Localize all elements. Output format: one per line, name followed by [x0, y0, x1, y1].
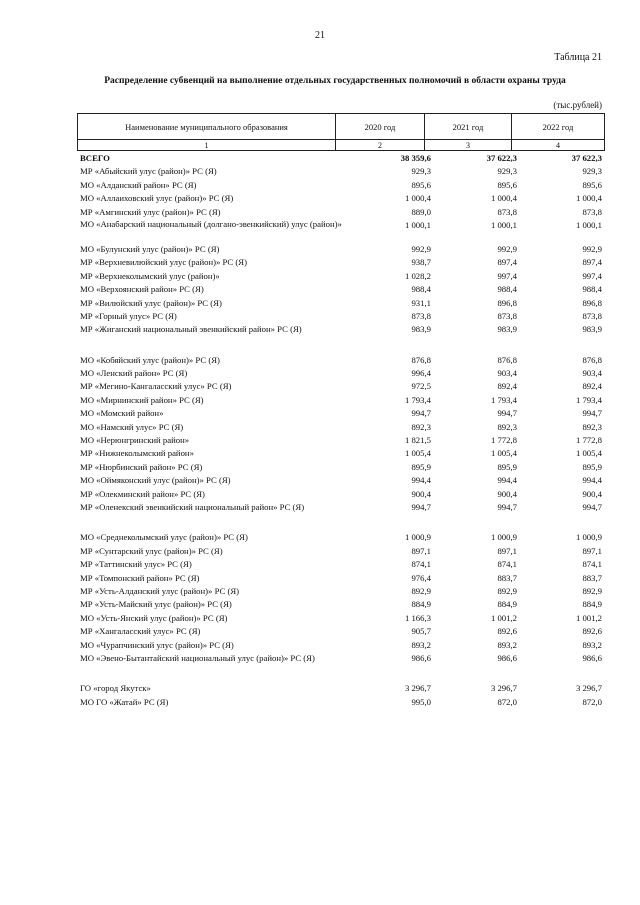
- municipality-name: МО «Нерюнгринский район»: [80, 435, 190, 446]
- value-2022: 1 001,2: [575, 612, 602, 623]
- value-2020: 884,9: [411, 599, 431, 610]
- value-2022: 874,1: [582, 559, 602, 570]
- municipality-name: МО «Алданский район» РС (Я): [80, 179, 197, 190]
- value-2021: 994,4: [497, 475, 517, 486]
- value-2021: 897,1: [497, 545, 517, 556]
- value-2020: 972,5: [411, 381, 431, 392]
- municipality-name: МР «Амгинский улус (район)» РС (Я): [80, 206, 221, 217]
- table-row: [77, 297, 604, 310]
- value-2020: 929,3: [411, 166, 431, 177]
- value-2021: 892,4: [497, 381, 517, 392]
- table-body: [77, 152, 604, 709]
- value-2022: 1 000,9: [575, 532, 602, 543]
- table-row: [77, 585, 604, 598]
- value-2020: 892,3: [411, 421, 431, 432]
- value-2020: 1 000,9: [404, 532, 431, 543]
- municipality-name: МР «Усть-Майский улус (район)» РС (Я): [80, 599, 232, 610]
- table-row: [77, 652, 604, 665]
- value-2020: 1 005,4: [404, 448, 431, 459]
- table-row: [77, 447, 604, 460]
- municipality-name: МО «Мирнинский район» РС (Я): [80, 394, 204, 405]
- value-2021: 1 001,2: [490, 612, 517, 623]
- group-spacer: [77, 337, 604, 354]
- municipality-name: МР «Верхневилюйский улус (район)» РС (Я): [80, 257, 247, 268]
- table-row: [77, 165, 604, 178]
- table-row: [77, 474, 604, 487]
- value-2021: 994,7: [497, 501, 517, 512]
- value-2022: 992,9: [582, 243, 602, 254]
- value-2021: 994,7: [497, 408, 517, 419]
- value-2022: 892,3: [582, 421, 602, 432]
- municipality-name: МО «Булунский улус (район)» РС (Я): [80, 243, 220, 254]
- value-2021: 896,8: [497, 297, 517, 308]
- value-2021: 876,8: [497, 354, 517, 365]
- units-label: (тыс.рублей): [553, 100, 602, 110]
- value-2020: 1 166,3: [404, 612, 431, 623]
- table-row: [77, 501, 604, 514]
- municipality-name: МО «Намский улус» РС (Я): [80, 421, 184, 432]
- page-number: 21: [315, 30, 325, 41]
- value-2020: 931,1: [411, 297, 431, 308]
- municipality-name: МР «Таттинский улус» РС (Я): [80, 559, 192, 570]
- municipality-name: МР «Усть-Алданский улус (район)» РС (Я): [80, 585, 240, 596]
- column-header-name: Наименование муниципального образования: [78, 114, 336, 140]
- document-title: Распределение субвенций на выполнение отдельных государственных полномочий в области охраны труда: [104, 76, 566, 86]
- municipality-name: МО «Оймяконский улус (район)» РС (Я): [80, 475, 231, 486]
- municipality-name: МР «Жиганский национальный эвенкийский район» РС (Я): [80, 324, 302, 335]
- value-2020: 992,9: [411, 243, 431, 254]
- value-2021: 997,4: [497, 270, 517, 281]
- column-header-2021: 2021 год: [425, 114, 512, 140]
- value-2020: 900,4: [411, 488, 431, 499]
- value-2020: 3 296,7: [404, 683, 431, 694]
- value-2020: 988,4: [411, 284, 431, 295]
- value-2022: 892,6: [582, 626, 602, 637]
- column-header-2020: 2020 год: [336, 114, 425, 140]
- value-2020: 895,9: [411, 461, 431, 472]
- table-row: [77, 256, 604, 269]
- value-2020: 938,7: [411, 257, 431, 268]
- municipality-name: МР «Верхнеколымский улус (район)»: [80, 270, 220, 281]
- group-spacer: [77, 514, 604, 531]
- value-2021: 903,4: [497, 368, 517, 379]
- value-2021: 1 793,4: [490, 394, 517, 405]
- municipality-name: МО «Эвено-Бытантайский национальный улус (район)» РС (Я): [80, 652, 315, 663]
- value-2022: 895,9: [582, 461, 602, 472]
- value-2021: 884,9: [497, 599, 517, 610]
- value-2022: 895,6: [582, 179, 602, 190]
- municipality-name: МО «Усть-Янский улус (район)» РС (Я): [80, 612, 228, 623]
- table-row: [77, 461, 604, 474]
- municipality-name: МО «Кобяйский улус (район)» РС (Я): [80, 354, 220, 365]
- value-2021: 873,8: [497, 310, 517, 321]
- municipality-name: МР «Мегино-Кангаласский улус» РС (Я): [80, 381, 232, 392]
- value-2020: 905,7: [411, 626, 431, 637]
- value-2020: 897,1: [411, 545, 431, 556]
- value-2020: 1 000,1: [404, 219, 431, 230]
- municipality-name: МО «Момский район»: [80, 408, 164, 419]
- municipality-name: МО «Анабарский национальный (долгано-эвенкийский) улус (район)»: [80, 218, 342, 229]
- value-2022: 988,4: [582, 284, 602, 295]
- value-2021: 1 005,4: [490, 448, 517, 459]
- value-2021: 1 772,8: [490, 435, 517, 446]
- table-row: [77, 639, 604, 652]
- municipality-name: МО «Среднеколымский улус (район)» РС (Я): [80, 532, 248, 543]
- column-number-2: 2: [336, 140, 425, 151]
- value-2022: 986,6: [582, 652, 602, 663]
- municipality-name: МР «Нюрбинский район» РС (Я): [80, 461, 203, 472]
- table-row: [77, 380, 604, 393]
- value-2020: 983,9: [411, 324, 431, 335]
- value-2021: 874,1: [497, 559, 517, 570]
- table-row: [77, 367, 604, 380]
- column-number-1: 1: [78, 140, 336, 151]
- municipality-name: МО «Верхоянский район» РС (Я): [80, 284, 204, 295]
- value-2022: 873,8: [582, 206, 602, 217]
- table-row: [77, 192, 604, 205]
- value-2020: 38 359,6: [400, 153, 431, 163]
- value-2020: 876,8: [411, 354, 431, 365]
- value-2020: 994,4: [411, 475, 431, 486]
- value-2020: 976,4: [411, 572, 431, 583]
- value-2022: 3 296,7: [575, 683, 602, 694]
- value-2022: 1 772,8: [575, 435, 602, 446]
- value-2022: 929,3: [582, 166, 602, 177]
- value-2022: 876,8: [582, 354, 602, 365]
- value-2022: 872,0: [582, 696, 602, 707]
- value-2020: 1 793,4: [404, 394, 431, 405]
- table-row: [77, 354, 604, 367]
- municipality-name: МР «Горный улус» РС (Я): [80, 310, 177, 321]
- table-row: [77, 531, 604, 544]
- value-2022: 897,4: [582, 257, 602, 268]
- municipality-name: МР «Олекминский район» РС (Я): [80, 488, 205, 499]
- municipality-name: ГО «город Якутск»: [80, 683, 151, 694]
- municipality-name: МР «Нижнеколымский район»: [80, 448, 194, 459]
- value-2021: 986,6: [497, 652, 517, 663]
- municipality-name: МО «Аллаиховский улус (район)» РС (Я): [80, 193, 234, 204]
- municipality-name: МР «Абыйский улус (район)» РС (Я): [80, 166, 217, 177]
- table-row: [77, 219, 604, 243]
- table-row: [77, 206, 604, 219]
- municipality-name: МО ГО «Жатай» РС (Я): [80, 696, 169, 707]
- value-2021: 988,4: [497, 284, 517, 295]
- value-2022: 994,7: [582, 501, 602, 512]
- table-row: [77, 488, 604, 501]
- total-row: [77, 152, 604, 165]
- value-2020: 895,6: [411, 179, 431, 190]
- value-2020: 874,1: [411, 559, 431, 570]
- value-2021: 900,4: [497, 488, 517, 499]
- table-row: [77, 283, 604, 296]
- value-2021: 3 296,7: [490, 683, 517, 694]
- table-row: [77, 558, 604, 571]
- value-2021: 883,7: [497, 572, 517, 583]
- value-2020: 986,6: [411, 652, 431, 663]
- value-2021: 1 000,9: [490, 532, 517, 543]
- value-2022: 897,1: [582, 545, 602, 556]
- group-spacer: [77, 665, 604, 682]
- table-row: [77, 625, 604, 638]
- municipality-name: МО «Ленский район» РС (Я): [80, 368, 188, 379]
- value-2022: 1 793,4: [575, 394, 602, 405]
- municipality-name: МР «Хангаласский улус» РС (Я): [80, 626, 201, 637]
- value-2021: 892,6: [497, 626, 517, 637]
- value-2020: 1 000,4: [404, 193, 431, 204]
- value-2022: 893,2: [582, 639, 602, 650]
- table-row: [77, 696, 604, 709]
- value-2022: 1 000,4: [575, 193, 602, 204]
- value-2022: 900,4: [582, 488, 602, 499]
- column-number-4: 4: [512, 140, 605, 151]
- value-2021: 895,6: [497, 179, 517, 190]
- value-2021: 892,3: [497, 421, 517, 432]
- municipality-name: МР «Сунтарский улус (район)» РС (Я): [80, 545, 223, 556]
- value-2022: 983,9: [582, 324, 602, 335]
- value-2022: 1 005,4: [575, 448, 602, 459]
- table-row: [77, 323, 604, 336]
- column-header-2022: 2022 год: [512, 114, 605, 140]
- value-2022: 892,4: [582, 381, 602, 392]
- value-2021: 1 000,4: [490, 193, 517, 204]
- table-row: [77, 179, 604, 192]
- value-2022: 994,4: [582, 475, 602, 486]
- value-2022: 903,4: [582, 368, 602, 379]
- value-2021: 37 622,3: [486, 153, 517, 163]
- table-row: [77, 421, 604, 434]
- value-2021: 1 000,1: [490, 219, 517, 230]
- value-2020: 893,2: [411, 639, 431, 650]
- value-2020: 892,9: [411, 585, 431, 596]
- municipality-name: МР «Оленекский эвенкийский национальный район» РС (Я): [80, 501, 305, 512]
- value-2021: 895,9: [497, 461, 517, 472]
- value-2020: 994,7: [411, 501, 431, 512]
- value-2021: 992,9: [497, 243, 517, 254]
- table-row: [77, 434, 604, 447]
- value-2020: 994,7: [411, 408, 431, 419]
- value-2022: 37 622,3: [571, 153, 602, 163]
- municipality-name: ВСЕГО: [80, 153, 110, 163]
- table-row: [77, 243, 604, 256]
- table-row: [77, 598, 604, 611]
- value-2022: 896,8: [582, 297, 602, 308]
- value-2021: 873,8: [497, 206, 517, 217]
- table-row: [77, 394, 604, 407]
- municipality-name: МО «Чурапчинский улус (район)» РС (Я): [80, 639, 234, 650]
- value-2021: 929,3: [497, 166, 517, 177]
- table-label: Таблица 21: [554, 52, 602, 63]
- table-row: [77, 310, 604, 323]
- value-2022: 883,7: [582, 572, 602, 583]
- table-row: [77, 407, 604, 420]
- table-header: [77, 113, 605, 151]
- municipality-name: МР «Вилюйский улус (район)» РС (Я): [80, 297, 222, 308]
- value-2022: 884,9: [582, 599, 602, 610]
- value-2022: 1 000,1: [575, 219, 602, 230]
- value-2022: 873,8: [582, 310, 602, 321]
- value-2021: 897,4: [497, 257, 517, 268]
- value-2021: 872,0: [497, 696, 517, 707]
- value-2022: 994,7: [582, 408, 602, 419]
- value-2022: 997,4: [582, 270, 602, 281]
- value-2021: 983,9: [497, 324, 517, 335]
- table-row: [77, 270, 604, 283]
- column-number-3: 3: [425, 140, 512, 151]
- value-2022: 892,9: [582, 585, 602, 596]
- municipality-name: МР «Томпонский район» РС (Я): [80, 572, 200, 583]
- value-2020: 889,0: [411, 206, 431, 217]
- value-2020: 996,4: [411, 368, 431, 379]
- value-2020: 1 821,5: [404, 435, 431, 446]
- table-row: [77, 682, 604, 695]
- value-2020: 1 028,2: [404, 270, 431, 281]
- value-2021: 893,2: [497, 639, 517, 650]
- table-row: [77, 572, 604, 585]
- value-2020: 873,8: [411, 310, 431, 321]
- value-2021: 892,9: [497, 585, 517, 596]
- value-2020: 995,0: [411, 696, 431, 707]
- table-row: [77, 545, 604, 558]
- table-row: [77, 612, 604, 625]
